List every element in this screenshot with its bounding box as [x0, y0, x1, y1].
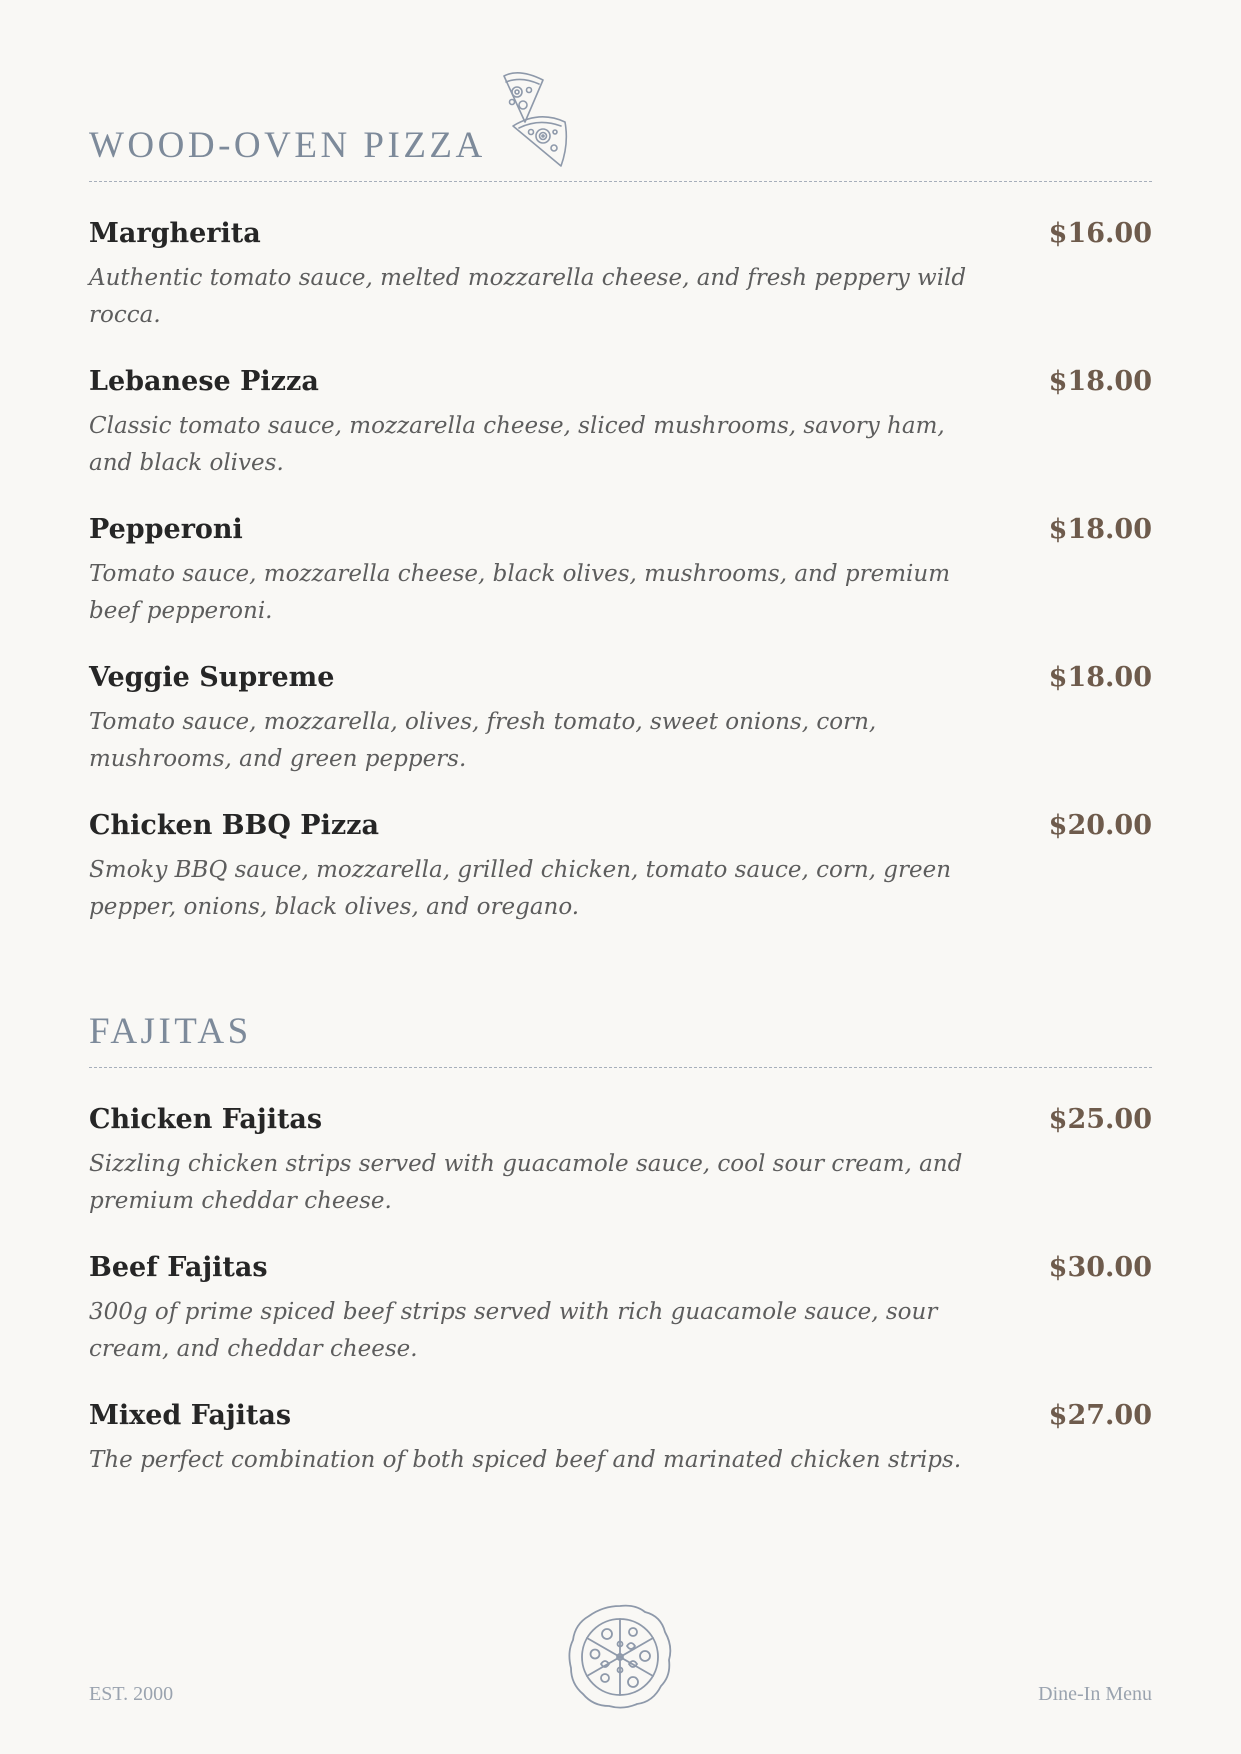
section-fajitas	[89, 968, 1152, 1509]
footer-menu-type: Dine-In Menu	[1038, 1683, 1152, 1705]
item-name: Chicken BBQ Pizza	[89, 810, 380, 841]
menu-items-list	[89, 182, 1152, 926]
menu-item	[89, 1250, 1152, 1368]
item-description: Authentic tomato sauce, melted mozzarella cheese, and fresh peppery wild rocca.	[89, 265, 967, 328]
pizza-slices-icon	[499, 70, 583, 170]
item-name: Chicken Fajitas	[89, 1104, 323, 1135]
item-description: Tomato sauce, mozzarella, olives, fresh tomato, sweet onions, corn, mushrooms, and green peppers.	[89, 709, 877, 772]
item-price: $25.00	[1048, 1104, 1152, 1135]
item-name: Beef Fajitas	[89, 1252, 268, 1283]
item-name: Mixed Fajitas	[89, 1400, 292, 1431]
item-description: Classic tomato sauce, mozzarella cheese, sliced mushrooms, savory ham, and black olives.	[89, 413, 945, 476]
menu-item	[89, 808, 1152, 926]
item-description: 300g of prime spiced beef strips served with rich guacamole sauce, sour cream, and cheddar cheese.	[89, 1299, 938, 1362]
item-price: $18.00	[1048, 662, 1152, 693]
footer-established: EST. 2000	[89, 1683, 174, 1705]
item-price: $27.00	[1048, 1400, 1152, 1431]
item-name: Margherita	[89, 218, 261, 249]
item-name: Lebanese Pizza	[89, 366, 319, 397]
section-header	[89, 968, 1152, 1068]
item-description: Tomato sauce, mozzarella cheese, black olives, mushrooms, and premium beef pepperoni.	[89, 561, 951, 624]
menu-items-list	[89, 1068, 1152, 1479]
section-title: WOOD-OVEN PIZZA	[89, 125, 486, 166]
menu-item	[89, 660, 1152, 778]
item-name: Pepperoni	[89, 514, 243, 545]
section-title: FAJITAS	[89, 1011, 252, 1052]
section-wood-oven-pizza	[89, 82, 1152, 956]
item-name: Veggie Supreme	[89, 662, 335, 693]
section-header	[89, 82, 1152, 182]
item-price: $18.00	[1048, 514, 1152, 545]
item-price: $18.00	[1048, 366, 1152, 397]
menu-item	[89, 216, 1152, 334]
menu-page	[89, 0, 1152, 1754]
item-description: The perfect combination of both spiced beef and marinated chicken strips.	[89, 1447, 962, 1473]
menu-item	[89, 512, 1152, 630]
menu-item	[89, 364, 1152, 482]
item-price: $16.00	[1048, 218, 1152, 249]
whole-pizza-icon	[565, 1602, 675, 1712]
item-price: $20.00	[1048, 810, 1152, 841]
item-description: Sizzling chicken strips served with guacamole sauce, cool sour cream, and premium cheddar cheese.	[89, 1151, 963, 1214]
item-price: $30.00	[1048, 1252, 1152, 1283]
menu-item	[89, 1398, 1152, 1479]
menu-item	[89, 1102, 1152, 1220]
item-description: Smoky BBQ sauce, mozzarella, grilled chicken, tomato sauce, corn, green pepper, onions, black olives, and oregano.	[89, 857, 952, 920]
